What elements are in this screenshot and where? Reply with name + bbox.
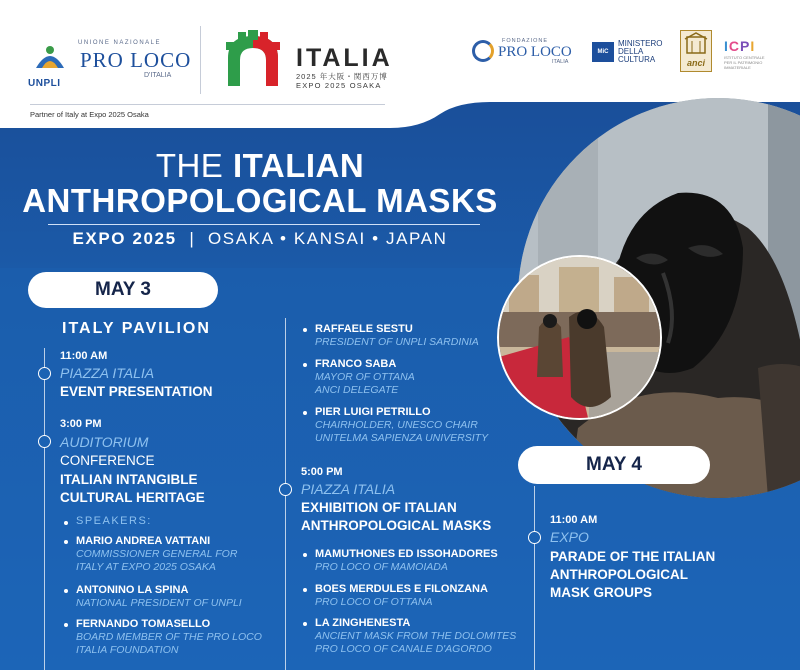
anci-logo — [680, 30, 712, 72]
title-rule — [48, 224, 480, 225]
bullet — [64, 540, 68, 544]
timeline-line-day1 — [44, 348, 45, 670]
event-place: AUDITORIUM — [60, 434, 149, 450]
bullet — [64, 623, 68, 627]
bullet — [303, 622, 307, 626]
mic-logo-line2: DELLA — [618, 47, 644, 56]
mask-group-item — [315, 582, 488, 609]
mask-group-origin: PRO LOCO OF CANALE D'AGORDO — [315, 643, 492, 655]
bullet — [303, 328, 307, 332]
proloco-logo-wordmark: PRO LOCO — [80, 48, 192, 72]
bullet — [303, 588, 307, 592]
event-title-line2: ANTHROPOLOGICAL MASKS — [301, 518, 492, 533]
bullet — [64, 589, 68, 593]
fondazione-logo-wordmark: PRO LOCO — [498, 44, 572, 60]
event-time: 5:00 PM — [301, 466, 343, 478]
title-line1-light: THE — [155, 147, 233, 184]
speaker-name: FRANCO SABA — [315, 358, 397, 370]
mask-group-name: BOES MERDULES E FILONZANA — [315, 583, 488, 595]
event-time: 11:00 AM — [550, 514, 598, 526]
subtitle-location: OSAKA • KANSAI • JAPAN — [207, 229, 448, 248]
subtitle-separator: | — [176, 229, 208, 248]
icpi-logo-wordmark: ICPI — [724, 38, 756, 54]
mic-logo-line1: MINISTERO — [618, 39, 663, 48]
speaker-item — [315, 405, 488, 445]
speaker-name: PIER LUIGI PETRILLO — [315, 406, 431, 418]
speaker-item — [76, 583, 242, 610]
event-place: EXPO — [550, 529, 589, 545]
speaker-role: ITALIA FOUNDATION — [76, 644, 179, 656]
speaker-role: ITALY AT EXPO 2025 OSAKA — [76, 561, 216, 573]
date-pill-may4: MAY 4 — [518, 446, 710, 484]
icpi-logo-subtext: ISTITUTO CENTRALE PER IL PATRIMONIO IMMATERIALE — [724, 55, 765, 70]
speaker-name: ANTONINO LA SPINA — [76, 584, 189, 596]
fondazione-logo-small-text: FONDAZIONE — [502, 38, 549, 44]
speaker-item — [76, 534, 237, 574]
header-divider — [200, 26, 201, 94]
anci-building-icon — [681, 31, 711, 57]
mask-group-name: LA ZINGHENESTA — [315, 617, 411, 629]
speaker-name: MARIO ANDREA VATTANI — [76, 535, 211, 547]
event-subtitle — [0, 229, 520, 249]
speaker-role: CHAIRHOLDER, UNESCO CHAIR — [315, 419, 478, 431]
mask-group-origin: PRO LOCO OF MAMOIADA — [315, 561, 448, 573]
unpli-logo-text: UNPLI — [28, 78, 61, 89]
event-title-line2: CULTURAL HERITAGE — [60, 490, 205, 505]
mask-group-origin: PRO LOCO OF OTTANA — [315, 596, 433, 608]
event-title-line1: PARADE OF THE ITALIAN — [550, 549, 716, 564]
event-time: 3:00 PM — [60, 418, 102, 430]
speakers-label: SPEAKERS: — [76, 515, 152, 527]
event-title-line3: MASK GROUPS — [550, 585, 653, 600]
parade-scene-illustration — [499, 257, 662, 420]
event-kind: CONFERENCE — [60, 453, 155, 468]
bullet — [303, 363, 307, 367]
speaker-role: ANCI DELEGATE — [315, 384, 399, 396]
event-place: PIAZZA ITALIA — [301, 481, 396, 497]
partner-caption: Partner of Italy at Expo 2025 Osaka — [30, 110, 149, 119]
italia-logo-subtitle-expo: EXPO 2025 OSAKA — [296, 81, 382, 90]
fondazione-ring-icon — [472, 40, 494, 62]
mask-group-origin: ANCIENT MASK FROM THE DOLOMITES — [315, 630, 517, 642]
speaker-item — [315, 322, 479, 349]
title-line2: ANTHROPOLOGICAL MASKS — [22, 182, 498, 219]
timeline-line-day2 — [534, 486, 535, 670]
italia-wordmark: ITALIA — [296, 44, 393, 72]
mic-logo-box: MiC — [592, 42, 614, 62]
speaker-role: BOARD MEMBER OF THE PRO LOCO — [76, 631, 262, 643]
main-title — [0, 148, 520, 218]
speaker-name: RAFFAELE SESTU — [315, 323, 413, 335]
bullet — [64, 521, 68, 525]
italia-logo-subtitle-japanese: 2025 年大阪・関西万博 — [296, 72, 388, 81]
speaker-role: COMMISSIONER GENERAL FOR — [76, 548, 238, 560]
title-line1 — [0, 148, 520, 183]
fondazione-logo-subtext: ITALIA — [552, 59, 569, 65]
speaker-item — [76, 617, 262, 657]
speaker-role: UNITELMA SAPIENZA UNIVERSITY — [315, 432, 489, 444]
proloco-logo-subtext: D'ITALIA — [144, 72, 172, 79]
speaker-name: FERNANDO TOMASELLO — [76, 618, 211, 630]
mask-parade-photo-small — [497, 255, 662, 420]
anci-logo-text: anci — [687, 58, 706, 68]
event-title-line2: ANTHROPOLOGICAL — [550, 567, 688, 582]
subtitle-expo: EXPO 2025 — [72, 229, 177, 248]
icpi-logo — [722, 38, 772, 70]
date-pill-may3: MAY 3 — [28, 272, 218, 308]
timeline-dot — [38, 435, 51, 448]
fondazione-proloco-logo — [472, 38, 580, 66]
timeline-dot — [528, 531, 541, 544]
mask-group-item — [315, 547, 498, 574]
speaker-role: PRESIDENT OF UNPLI SARDINIA — [315, 336, 479, 348]
mask-group-item — [315, 616, 516, 656]
speaker-role: MAYOR OF OTTANA — [315, 371, 415, 383]
event-title: EVENT PRESENTATION — [60, 384, 213, 399]
unione-proloco-logo — [78, 40, 192, 90]
bullet — [303, 411, 307, 415]
timeline-dot — [279, 483, 292, 496]
title-line1-bold: ITALIAN — [232, 147, 365, 184]
event-title-line1: EXHIBITION OF ITALIAN — [301, 500, 457, 515]
italia-expo-logo-icon — [220, 28, 286, 90]
event-place: PIAZZA ITALIA — [60, 365, 155, 381]
venue-heading: ITALY PAVILION — [62, 320, 211, 337]
mask-group-name: MAMUTHONES ED ISSOHADORES — [315, 548, 498, 560]
speaker-role: NATIONAL PRESIDENT OF UNPLI — [76, 597, 242, 609]
ministero-cultura-logo — [592, 38, 672, 66]
event-time: 11:00 AM — [60, 350, 108, 362]
event-title-line1: ITALIAN INTANGIBLE — [60, 472, 198, 487]
bullet — [303, 553, 307, 557]
proloco-logo-small-text: UNIONE NAZIONALE — [78, 40, 162, 46]
speaker-item — [315, 357, 415, 397]
mic-logo-line3: CULTURA — [618, 55, 656, 64]
timeline-dot — [38, 367, 51, 380]
